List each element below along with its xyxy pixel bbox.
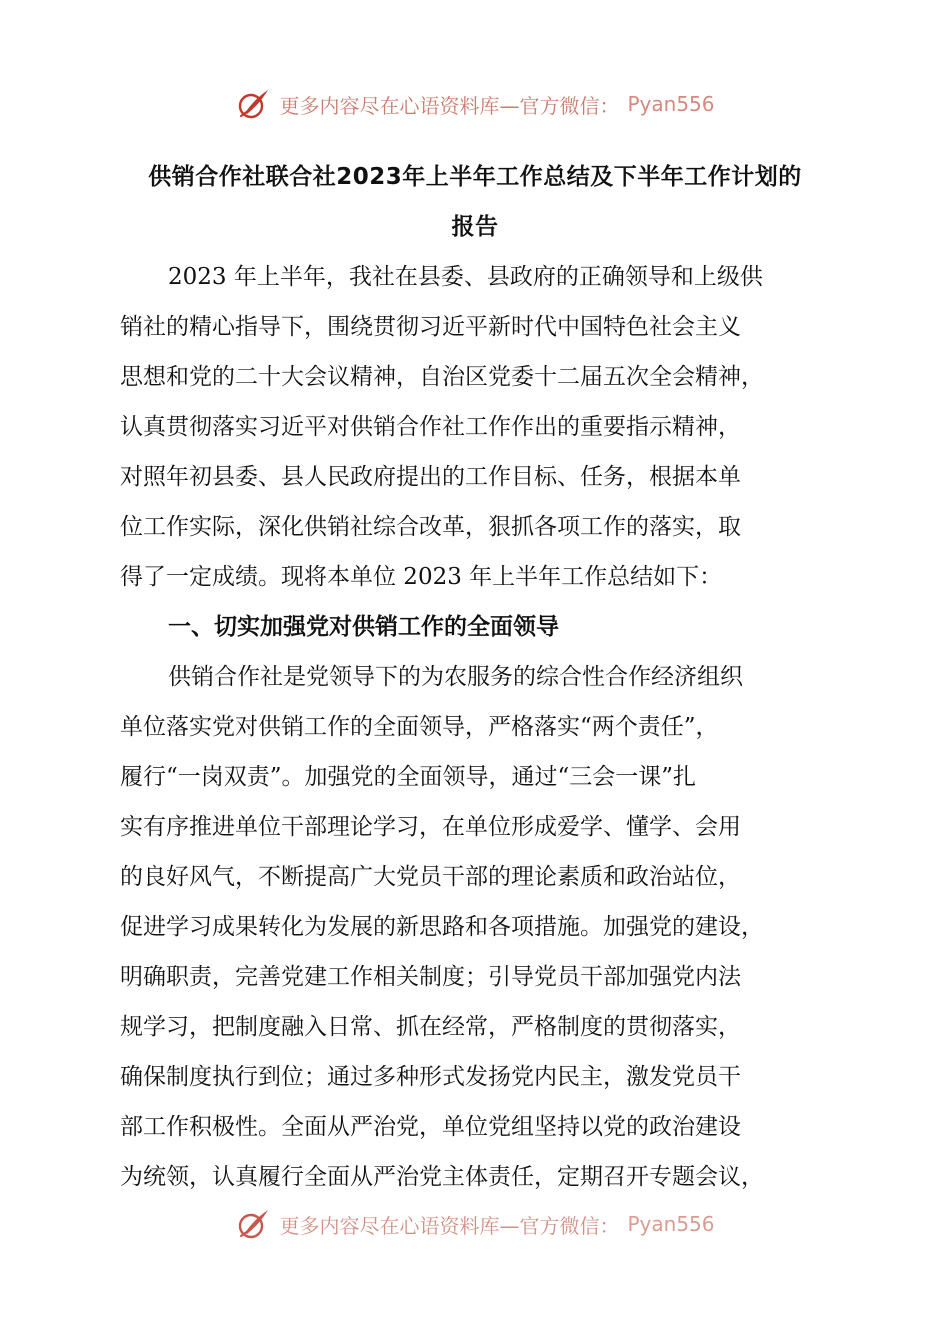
watermark-text: 更多内容尽在心语资料库—官方微信： <box>279 93 620 118</box>
section-line: 部工作积极性。全面从严治党，单位党组坚持以党的政治建设 <box>120 1114 741 1140</box>
intro-line: 对照年初县委、县人民政府提出的工作目标、任务，根据本单 <box>120 464 741 490</box>
section-line: 确保制度执行到位；通过多种形式发扬党内民主，激发党员干 <box>120 1064 741 1090</box>
section-line: 单位落实党对供销工作的全面领导，严格落实“两个责任”， <box>120 714 719 740</box>
document-title-line-2: 报告 <box>451 214 499 240</box>
watermark-banner-top <box>0 84 950 124</box>
section-line: 履行“一岗双责”。加强党的全面领导，通过“三会一课”扎 <box>120 764 697 790</box>
section-line: 供销合作社是党领导下的为农服务的综合性合作经济组织 <box>168 664 743 690</box>
section-line: 促进学习成果转化为发展的新思路和各项措施。加强党的建设， <box>120 914 764 940</box>
watermark-wechat-id: Pyan556 <box>627 92 715 116</box>
intro-line: 销社的精心指导下，围绕贯彻习近平新时代中国特色社会主义 <box>120 314 741 340</box>
watermark-wechat-id: Pyan556 <box>627 1212 715 1236</box>
intro-line: 2023 年上半年，我社在县委、县政府的正确领导和上级供 <box>168 264 763 290</box>
section-line: 为统领，认真履行全面从严治党主体责任，定期召开专题会议， <box>120 1164 764 1190</box>
quill-logo-icon <box>235 1206 271 1242</box>
intro-line: 认真贯彻落实习近平对供销合作社工作作出的重要指示精神， <box>120 414 741 440</box>
intro-line: 位工作实际，深化供销社综合改革，狠抓各项工作的落实，取 <box>120 514 741 540</box>
section-line: 规学习，把制度融入日常、抓在经常，严格制度的贯彻落实， <box>120 1014 741 1040</box>
intro-line: 得了一定成绩。现将本单位 2023 年上半年工作总结如下： <box>120 564 723 590</box>
document-title-line-1: 供销合作社联合社2023年上半年工作总结及下半年工作计划的 <box>148 164 802 190</box>
section-line: 明确职责，完善党建工作相关制度；引导党员干部加强党内法 <box>120 964 741 990</box>
intro-line: 思想和党的二十大会议精神，自治区党委十二届五次全会精神， <box>120 364 764 390</box>
watermark-banner-bottom <box>0 1204 950 1244</box>
section-line: 的良好风气，不断提高广大党员干部的理论素质和政治站位， <box>120 864 741 890</box>
section-heading: 一、切实加强党对供销工作的全面领导 <box>168 614 559 640</box>
watermark-text: 更多内容尽在心语资料库—官方微信： <box>279 1213 620 1238</box>
section-line: 实有序推进单位干部理论学习，在单位形成爱学、懂学、会用 <box>120 814 741 840</box>
quill-logo-icon <box>235 86 271 122</box>
